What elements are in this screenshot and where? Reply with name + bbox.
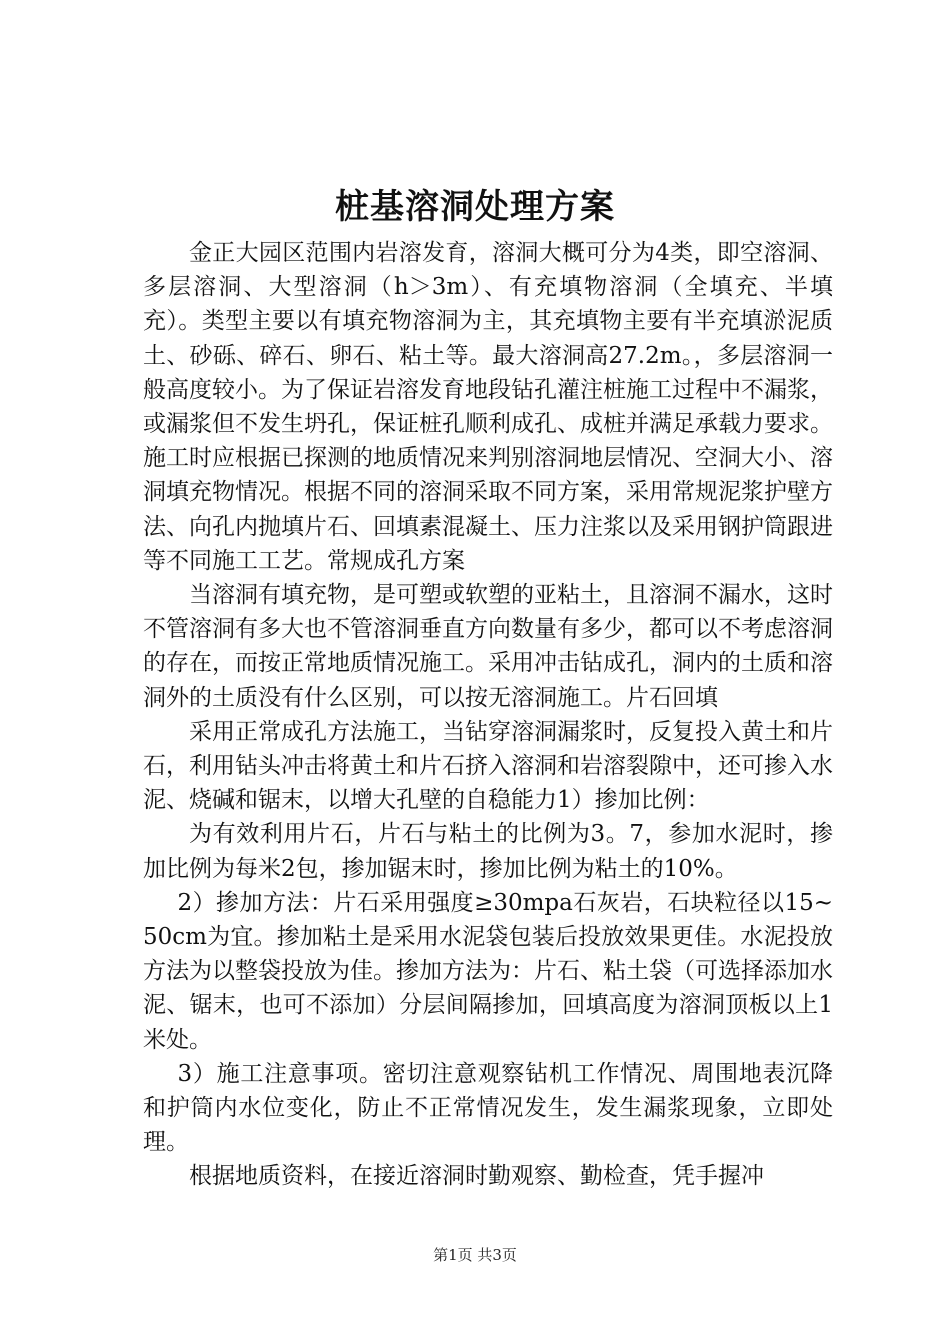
paragraph-precautions: 3）施工注意事项。密切注意观察钻机工作情况、周围地表沉降和护筒内水位变化，防止不正常情况发生，发生漏浆现象，立即处理。 — [143, 1060, 833, 1156]
document-body — [143, 236, 833, 1194]
paragraph-mix-method: 2）掺加方法：片石采用强度≥30mpa石灰岩，石块粒径以15~50cm为宜。掺加粘土是采用水泥袋包装后投放效果更佳。水泥投放方法为以整袋投放为佳。掺加方法为：片石、粘土袋（可选择添加水泥、锯末，也可不添加）分层间隔掺加，回填高度为溶洞顶板以上1米处。 — [143, 889, 833, 1053]
paragraph-normal-drilling: 当溶洞有填充物，是可塑或软塑的亚粘土，且溶洞不漏水，这时不管溶洞有多大也不管溶洞垂直方向数量有多少，都可以不考虑溶洞的存在，而按正常地质情况施工。采用冲击钻成孔，洞内的土质和溶洞外的土质没有什么区别，可以按无溶洞施工。片石回填 — [143, 582, 833, 711]
paragraph-intro: 金正大园区范围内岩溶发育，溶洞大概可分为4类，即空溶洞、多层溶洞、大型溶洞（h＞3m）、有充填物溶洞（全填充、半填充）。类型主要以有填充物溶洞为主，其充填物主要有半充填淤泥质土、砂砾、碎石、卵石、粘土等。最大溶洞高27.2m。，多层溶洞一般高度较小。为了保证岩溶发育地段钻孔灌注桩施工过程中不漏浆，或漏浆但不发生坍孔，保证桩孔顺利成孔、成桩并满足承载力要求。施工时应根据已探测的地质情况来判别溶洞地层情况、空洞大小、溶洞填充物情况。根据不同的溶洞采取不同方案，采用常规泥浆护壁方法、向孔内抛填片石、回填素混凝土、压力注浆以及采用钢护筒跟进等不同施工工艺。常规成孔方案 — [143, 240, 833, 574]
page-footer: 第1页 共3页 — [433, 1246, 517, 1264]
document-title: 桩基溶洞处理方案 — [335, 187, 615, 227]
paragraph-stone-backfill: 采用正常成孔方法施工，当钻穿溶洞漏浆时，反复投入黄土和片石，利用钻头冲击将黄土和片石挤入溶洞和岩溶裂隙中，还可掺入水泥、烧碱和锯末，以增大孔壁的自稳能力1）掺加比例： — [143, 718, 833, 814]
paragraph-geology-check: 根据地质资料，在接近溶洞时勤观察、勤检查，凭手握冲 — [189, 1163, 764, 1190]
paragraph-mix-ratio: 为有效利用片石，片石与粘土的比例为3。7，参加水泥时，掺加比例为每米2包，掺加锯末时，掺加比例为粘土的10%。 — [143, 821, 833, 882]
